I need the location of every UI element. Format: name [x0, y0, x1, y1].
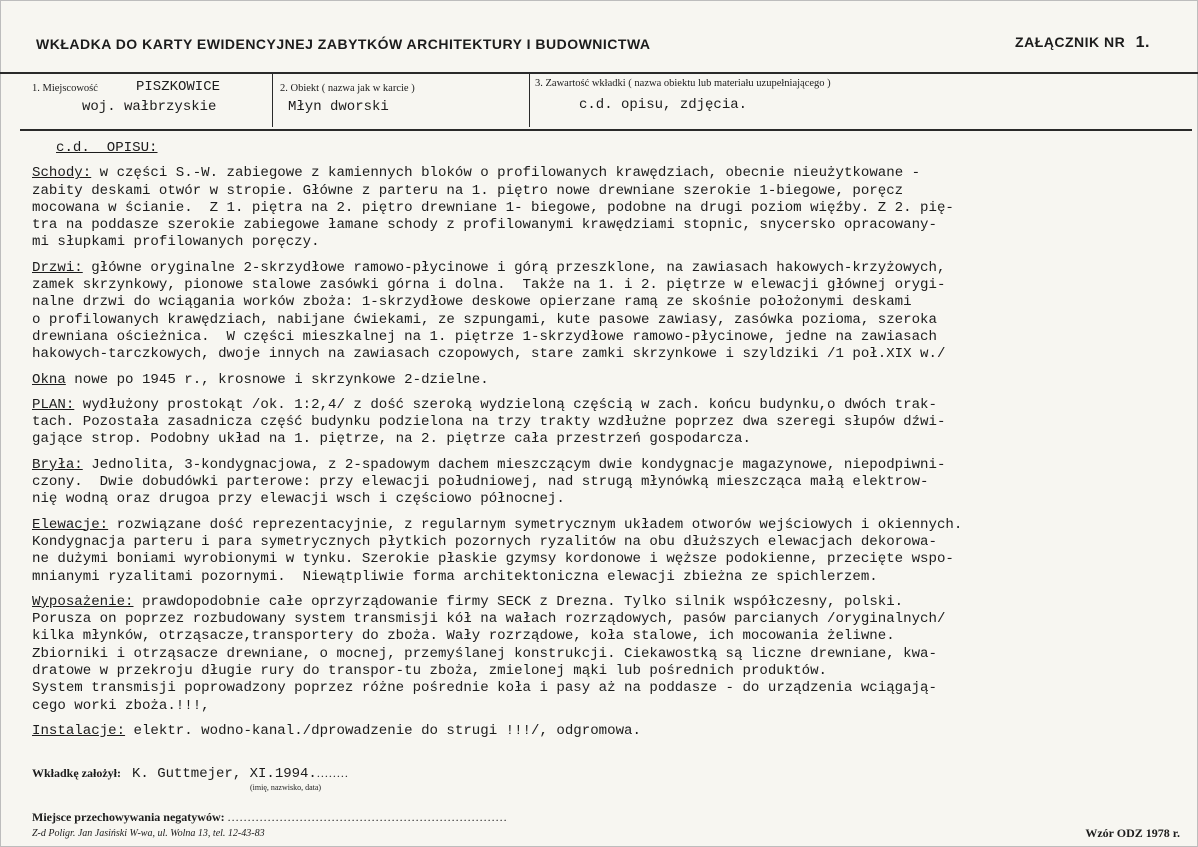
paragraph-line	[32, 457, 1182, 474]
paragraph-text: nalne drzwi do wciągania worków zboża: 1-skrzydłowe deskowe opierzane ramą ze skośnie położonymi deskami	[32, 294, 912, 311]
description-body	[32, 140, 1182, 740]
paragraph-text: główne oryginalne 2-skrzydłowe ramowo-płycinowe i górą przeszklone, na zawiasach hakowych-krzyżowych,	[82, 259, 946, 276]
form-number: Wzór ODZ 1978 r.	[1085, 826, 1180, 840]
paragraph-line	[32, 329, 1182, 346]
author-label: Wkładkę założył:	[32, 766, 121, 780]
author-sub-label: (imię, nazwisko, data)	[250, 783, 322, 792]
paragraph-line	[32, 628, 1182, 645]
voivodeship-value: woj. wałbrzyskie	[82, 99, 217, 115]
paragraph-line	[32, 698, 1182, 715]
paragraph-text: Jednolita, 3-kondygnacjowa, z 2-spadowym dachem mieszczącym dwie kondygnacje magazynowe, niepodpiwni-	[82, 456, 946, 473]
paragraph-text: dratowe w przekroju długie rury do transpor-tu zboża, zmielonej mąki lub pośrednich produktów.	[32, 663, 828, 680]
object-value: Młyn dworski	[288, 99, 389, 115]
paragraph-text: kilka młynków, otrząsacze,transportery do zboża. Wały rozrządowe, koła stalowe, ich mocowania żeliwne.	[32, 628, 895, 645]
paragraph-text: hakowych-tarczkowych, dwoje innych na zawiasach czopowych, stare zamki skrzynkowe i szyldziki /1 poł.XIX w./	[32, 346, 946, 363]
annex-label-text: ZAŁĄCZNIK NR	[1015, 34, 1126, 50]
paragraph-line	[32, 260, 1182, 277]
paragraph-text: w części S.-W. zabiegowe z kamiennych bloków o profilowanych krawędziach, obecnie nieużytkowane -	[91, 165, 921, 182]
paragraph-line	[32, 491, 1182, 508]
locality-value: PISZKOWICE	[136, 79, 221, 95]
paragraph-line	[32, 723, 1182, 740]
paragraph-line	[32, 431, 1182, 448]
annex-label	[1015, 34, 1150, 52]
paragraph-line	[32, 277, 1182, 294]
paragraph-text: Kondygnacja parteru i para symetrycznych płytkich pozornych ryzalitów na obu dłuższych elewacjach dekorowa-	[32, 533, 937, 550]
paragraph-line	[32, 551, 1182, 568]
document-title: WKŁADKA DO KARTY EWIDENCYJNEJ ZABYTKÓW ARCHITEKTURY I BUDOWNICTWA	[36, 36, 651, 52]
paragraph-line	[32, 200, 1182, 217]
paragraph-text: drewniana ościeżnica. W części mieszkalnej na 1. piętrze 1-skrzydłowe ramowo-płycinowe, jedne na zawiasach	[32, 328, 937, 345]
paragraph-text: zamek skrzynkowy, pionowe stalowe zasówki górna i dolna. Także na 1. i 2. piętrze w elewacji głównej orygi-	[32, 277, 946, 294]
paragraph-text: zabity deskami otwór w stropie. Główne z parteru na 1. piętro nowe drewniane szerokie 1-biegowe, poręcz	[32, 182, 904, 199]
section-title: c.d. OPISU:	[56, 140, 158, 156]
paragraph-line	[32, 294, 1182, 311]
paragraph-heading: Drzwi:	[32, 259, 83, 276]
paragraph-text: gające strop. Podobny układ na 1. piętrze, na 2. piętrze cała przestrzeń gospodarcza.	[32, 431, 751, 448]
paragraph-line	[32, 534, 1182, 551]
author-value: K. Guttmejer, XI.1994.	[132, 766, 317, 782]
author-line: Wkładkę założył: K. Guttmejer, XI.1994.........	[32, 766, 349, 782]
paragraph-text: mi słupkami profilowanych poręczy.	[32, 234, 320, 251]
paragraph-text: Porusza on poprzez rozbudowany system transmisji kół na wałach rozrządowych, pasów parcianych /oryginalnych/	[32, 611, 946, 628]
paragraph-text: ne dużymi boniami wyrobionymi w tynku. Szerokie płaskie gzymsy kordonowe i węższe podokienne, przecięte wspo-	[32, 551, 954, 568]
printer-info: Z-d Poligr. Jan Jasiński W-wa, ul. Wolna 13, tel. 12-43-83	[32, 828, 265, 839]
paragraph-text: System transmisji poprowadzony poprzez różne pośrednie koła i pasy aż na poddasze - do urządzenia wciągają-	[32, 680, 937, 697]
content-field	[529, 73, 1191, 127]
paragraph-heading: Wyposażenie:	[32, 593, 134, 610]
paragraph-line	[32, 346, 1182, 363]
paragraph-line	[32, 217, 1182, 234]
paragraph-text: nię wodną oraz drugoa przy elewacji wsch i częściowo północnej.	[32, 491, 565, 508]
paragraph-heading: Elewacje:	[32, 516, 109, 533]
locality-field	[20, 73, 273, 127]
paragraph-heading: PLAN:	[32, 396, 75, 413]
annex-number: 1.	[1135, 34, 1150, 51]
paragraph-line	[32, 397, 1182, 414]
storage-label: Miejsce przechowywania negatywów:	[32, 810, 225, 824]
paragraph-line	[32, 680, 1182, 697]
content-value: c.d. opisu, zdjęcia.	[579, 97, 748, 113]
object-field	[272, 73, 530, 127]
paragraph-text: prawdopodobnie całe oprzyrządowanie firmy SECK z Drezna. Tylko silnik współczesny, polski.	[133, 593, 904, 610]
storage-line: Miejsce przechowywania negatywów: ......................................................................	[32, 810, 508, 824]
paragraph-heading: Okna	[32, 371, 66, 388]
locality-label: 1. Miejscowość	[32, 83, 98, 94]
paragraph-heading: Schody:	[32, 165, 92, 182]
paragraph-heading: Bryła:	[32, 456, 83, 473]
paragraph-line	[32, 165, 1182, 182]
paragraph-line	[32, 234, 1182, 251]
paragraph-text: mnianymi ryzalitami pozornymi. Niewątpliwie forma architektoniczna elewacji zbieżna ze spichlerzem.	[32, 568, 878, 585]
paragraph-line	[32, 183, 1182, 200]
paragraph-line	[32, 312, 1182, 329]
fields-row	[20, 73, 1192, 131]
paragraph-text: Zbiorniki i otrząsacze drewniane, o mocnej, przemyślanej konstrukcji. Ciekawostką są liczne drewniane, kwa-	[32, 645, 937, 662]
paragraph-text: wydłużony prostokąt /ok. 1:2,4/ z dość szeroką wydzieloną częścią w zach. końcu budynku,o dwóch trak-	[74, 396, 937, 413]
paragraph-line	[32, 569, 1182, 586]
paragraph-line	[32, 372, 1182, 389]
paragraph-line	[32, 611, 1182, 628]
paragraph-text: tach. Pozostała zasadnicza część budynku podzielona na trzy trakty wzdłużne poprzez dwa szeregi słupów dźwi-	[32, 414, 946, 431]
paragraph-heading: Instalacje:	[32, 722, 126, 739]
object-label: 2. Obiekt ( nazwa jak w karcie )	[280, 83, 415, 94]
paragraph-text: elektr. wodno-kanal./dprowadzenie do strugi !!!/, odgromowa.	[125, 722, 641, 739]
paragraph-line	[32, 646, 1182, 663]
paragraph-line	[32, 474, 1182, 491]
paragraph-text: o profilowanych krawędziach, nabijane ćwiekami, ze szpungami, kute pasowe zawiasy, zasówka pozioma, szeroka	[32, 311, 937, 328]
content-label: 3. Zawartość wkładki ( nazwa obiektu lub materiału uzupełniającego )	[535, 78, 831, 89]
paragraph-line	[32, 414, 1182, 431]
paragraph-line	[32, 517, 1182, 534]
paragraph-text: czony. Dwie dobudówki parterowe: przy elewacji południowej, nad strugą młynówką mieszcząca małą elektrow-	[32, 474, 929, 491]
paragraph-text: mocowana w ścianie. Z 1. piętra na 2. piętro drewniane 1- biegowe, podobne na drugi poziom więźby. Z 2. pię-	[32, 199, 954, 216]
paragraph-line	[32, 594, 1182, 611]
paragraph-text: nowe po 1945 r., krosnowe i skrzynkowe 2-dzielne.	[65, 371, 489, 388]
paragraph-text: cego worki zboża.!!!,	[32, 697, 210, 714]
paragraph-text: rozwiązane dość reprezentacyjnie, z regularnym symetrycznym układem otworów wejściowych i okiennych.	[108, 516, 963, 533]
paragraph-text: tra na poddasze szerokie zabiegowe łamane schody z profilowanymi krawędziami stopnic, snycersko opracowany-	[32, 217, 937, 234]
paragraph-line	[32, 663, 1182, 680]
